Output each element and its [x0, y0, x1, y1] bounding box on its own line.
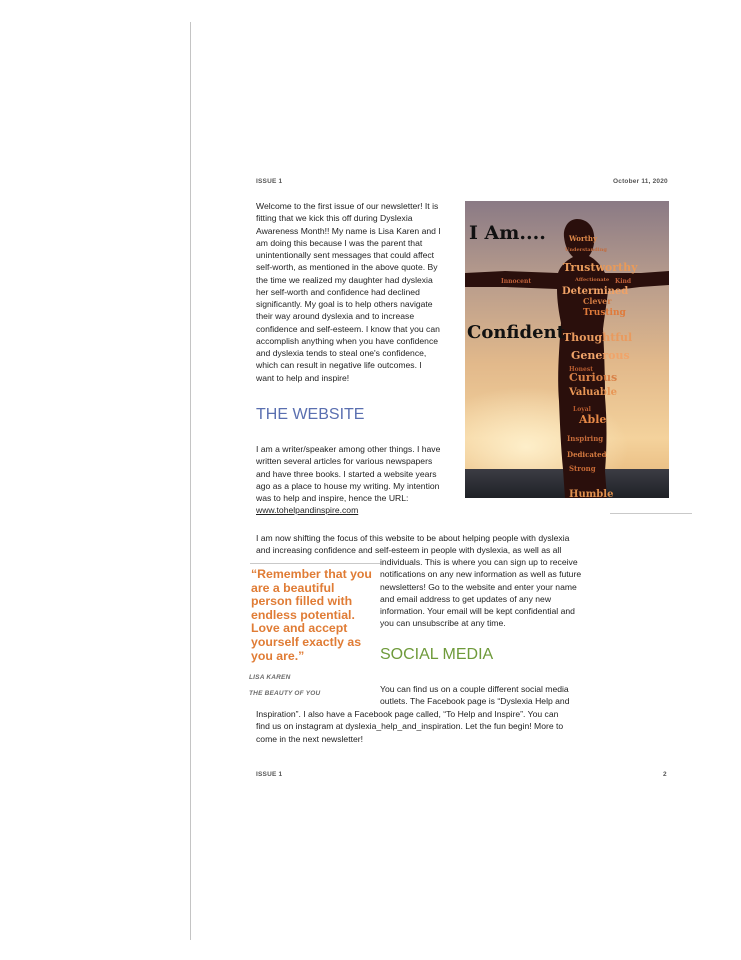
intro-line: am doing this because I was the parent that: [256, 237, 423, 248]
word-kind: Kind: [615, 278, 632, 285]
website-narrow-line: you can unsubscribe at any time.: [380, 618, 506, 629]
social-wide-line: come in the next newsletter!: [256, 733, 363, 744]
word-determined: Determined: [562, 286, 629, 297]
intro-line: the time we realized my daughter had dyslexia: [256, 274, 433, 285]
website-heading: THE WEBSITE: [256, 406, 365, 423]
word-understanding: Understanding: [565, 247, 607, 253]
quote-author: LISA KAREN: [249, 674, 291, 681]
intro-line: fitting that we kick this off during Dyslexia: [256, 213, 413, 224]
social-narrow-line: You can find us on a couple different social media: [380, 684, 569, 694]
word-trustworthy: Trustworthy: [563, 261, 638, 274]
social-heading: SOCIAL MEDIA: [380, 646, 494, 663]
social-wide-paragraph: [256, 708, 621, 745]
intro-line: and dyslexia tends to steal one's confidence,: [256, 348, 427, 358]
pull-quote: “Remember that you are a beautiful person filled with endless potential. Love and accept yourself exactly as you are.”: [251, 567, 372, 663]
footer-issue: ISSUE 1: [256, 771, 283, 778]
word-loyal: Loyal: [573, 406, 591, 413]
intro-line: her self-worth and confidence had declined: [256, 286, 420, 297]
page-margin-rule: [190, 22, 191, 940]
website-line: was to help and inspire, hence the URL:: [256, 493, 409, 503]
website-wide-line: and increasing confidence and self-esteem in people with dyslexia, as well as all: [256, 545, 562, 556]
website-narrow-line: notifications on any new information as well as future: [380, 569, 582, 580]
footer-page-number: 2: [663, 771, 667, 778]
word-valuable: Valuable: [569, 387, 618, 398]
website-narrow-line: and email address to get updates of any new: [380, 593, 552, 604]
website-wide-paragraph: [256, 532, 616, 557]
intro-line: accomplish anything when you have confidence: [256, 335, 439, 346]
quote-source: THE BEAUTY OF YOU: [249, 690, 321, 697]
website-line: I am a writer/speaker among other things. I have: [256, 444, 441, 454]
image-divider: [610, 513, 692, 514]
intro-line: confidence and self-esteem. I know that you can: [256, 323, 440, 334]
website-narrow-paragraph: [380, 556, 620, 630]
social-narrow-paragraph: [380, 683, 620, 708]
website-narrow-line: individuals. This is where you can sign up to receive: [380, 557, 578, 567]
intro-line: unintentionally sent messages that could affect: [256, 250, 435, 260]
social-wide-line: find us on instagram at dyslexia_help_and_inspiration. Let the fun begin! More to: [256, 721, 564, 732]
header-date: October 11, 2020: [613, 178, 668, 185]
word-thoughtful: Thoughtful: [563, 331, 633, 344]
word-affectionate: Affectionate: [575, 277, 610, 283]
website-url-link[interactable]: www.tohelpandinspire.com: [256, 505, 359, 516]
word-inspiring: Inspiring: [567, 434, 604, 443]
intro-line: self-worth, as mentioned in the above quote. By: [256, 262, 438, 273]
quote-top-rule: [250, 563, 380, 564]
image-title-line2: Confident: [467, 322, 565, 343]
word-dedicated: Dedicated: [567, 450, 607, 459]
word-able: Able: [579, 413, 607, 426]
intro-line: significantly. My goal is to help others navigate: [256, 299, 433, 309]
website-line: and have three books. I started a website years: [256, 468, 437, 479]
website-wide-line: I am now shifting the focus of this website to be about helping people with dyslexia: [256, 533, 570, 543]
website-line: ago as a place to house my writing. My intention: [256, 480, 440, 491]
header-issue: ISSUE 1: [256, 178, 283, 185]
website-paragraph: [256, 443, 461, 517]
word-worthy: Worthy: [569, 234, 598, 243]
social-narrow-line: outlets. The Facebook page is “Dyslexia Help and: [380, 696, 570, 707]
confident-silhouette-image: [465, 201, 669, 498]
intro-line: their way around dyslexia and to increase: [256, 311, 415, 322]
intro-paragraph: [256, 200, 461, 384]
word-clever: Clever: [583, 296, 612, 306]
word-humble: Humble: [569, 489, 614, 498]
silhouette-artwork: [465, 201, 669, 498]
image-title-line1: I Am....: [469, 222, 546, 244]
social-wide-line: Inspiration”. I also have a Facebook page called, “To Help and Inspire”. You can: [256, 709, 559, 719]
word-trusting: Trusting: [583, 308, 626, 318]
word-curious: Curious: [569, 371, 618, 384]
website-line: written several articles for various newspapers: [256, 456, 433, 467]
word-generous: Generous: [571, 349, 630, 362]
intro-line: Welcome to the first issue of our newsletter! It is: [256, 201, 439, 211]
website-narrow-line: newsletters! Go to the website and enter your name: [380, 581, 577, 592]
intro-line: want to help and inspire!: [256, 372, 350, 383]
intro-line: Awareness Month!! My name is Lisa Karen and I: [256, 225, 441, 236]
word-innocent: Innocent: [501, 278, 532, 285]
website-narrow-line: information. Your email will be kept confidential and: [380, 606, 575, 616]
word-honest: Honest: [569, 366, 593, 373]
word-strong: Strong: [569, 464, 596, 473]
intro-line: which can result in negative life outcomes. I: [256, 360, 422, 371]
